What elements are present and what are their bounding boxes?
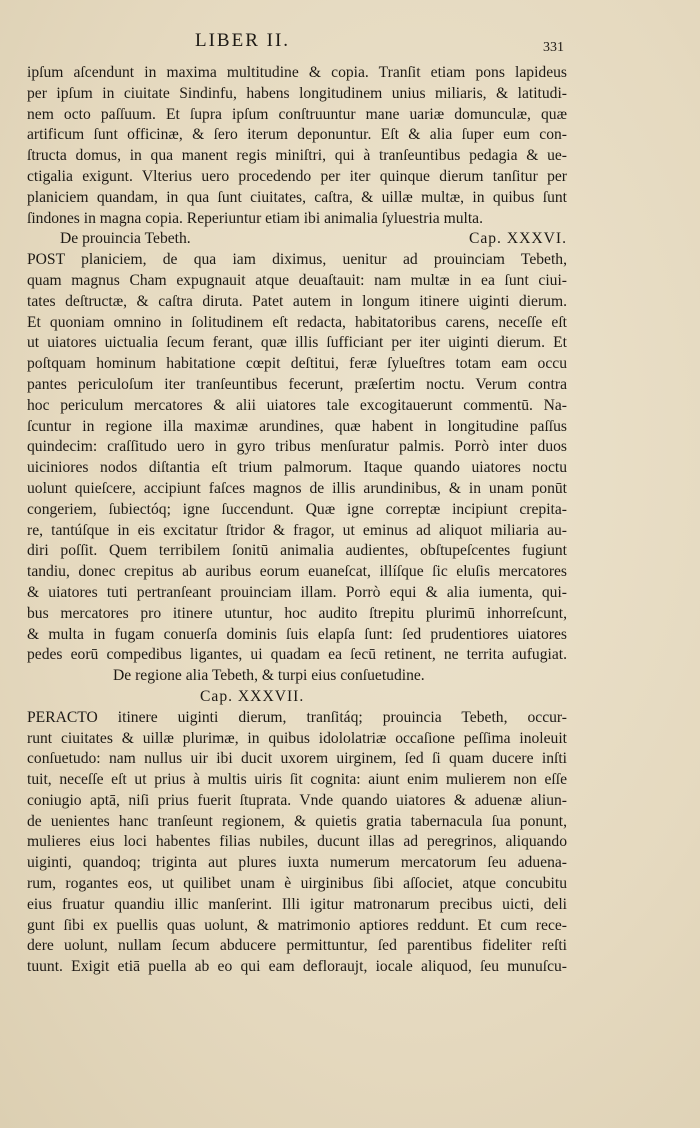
text-line: dere uolunt, nullam ſecum abducere permittuntur, ſed parentibus fideliter reſti [27,937,567,955]
text-line: ut uiatores uictualia ſecum ferant, quæ illis ſufficiant per iter uiginti dierum. Et [27,334,567,352]
text-line: ſtructa domus, in qua manent regis miniſtri, qui à tranſeuntibus pedagia & ue- [27,147,567,165]
text-line: hoc periculum mercatores & alii uiatores tale excogitauerunt commentū. Na- [27,396,567,414]
text-line: uiciniores nodos diſtantia eſt trium palmorum. Itaque quando uiatores noctu [27,459,567,477]
paragraph-1 [27,63,567,229]
text-line: re, tantúſque in eis excitatur ſtridor & fragor, ut eminus ad aliquot miliaria au- [27,521,567,539]
text-line: per ipſum in ciuitate Sindinfu, habens longitudinem unius miliaris, & latitudi- [27,84,567,102]
paragraph-3 [27,708,567,978]
text-line: artificum ſunt officinæ, & ſero iterum deponuntur. Eſt & alia ſuper eum con- [27,126,567,144]
chapter-number: Cap. XXXVII. [200,687,305,705]
running-title: LIBER II. [195,30,291,51]
text-line: ſcuntur in regione illa maximæ arundines, quæ habent in longitudine paſſus [27,417,567,435]
text-line: uolunt quieſcere, accipiunt faſces magnos de illis arundinibus, & in unam ponūt [27,479,567,497]
text-line: quindecim: craſſitudo uero in gyro tribus menſuratur palmis. Porrò inter duos [27,438,567,456]
text-line: conſuetudo: nam nullus uir ibi ducit uxorem uirginem, ſed ſi quam ducere inſti [27,750,567,768]
text-line: ſindones in magna copia. Reperiuntur etiam ibi animalia ſyluestria multa. [27,209,483,227]
text-line: rum, rogantes eos, ut quilibet unam è uirginibus ſibi aſſociet, atque concubitu [27,875,567,893]
text-line: pedes eorū compedibus ligantes, ui quadam ea ſecū retinent, ne territa aufugiat. [27,646,567,664]
text-line: diri poſſit. Quem terribilem ſonitū animalia audientes, obſtupeſcentes fugiunt [27,542,567,560]
text-line: bus mercatores pro itinere utuntur, hoc audito ſtrepitu plurimū inhorreſcunt, [27,604,567,622]
text-line: uiginti, quandoq; triginta aut plures iuxta numerum mercatorum ſeu aduena- [27,854,567,872]
text-line: PERACTO itinere uiginti dierum, tranſitáq; prouincia Tebeth, occur- [27,708,567,726]
chapter-title: De prouincia Tebeth. [60,230,191,248]
text-line: de uenientes hanc tranſeunt regionem, & quietis gratia tabernacula ſua ponunt, [27,812,567,830]
body-text [27,63,567,978]
text-line: nem octo paſſuum. Et ſupra ipſum conſtruuntur mane uariæ domunculæ, quæ [27,105,567,123]
text-line: tandiu, donec crepitus ab auribus eorum euaneſcat, illíſque ſic eluſis mercatores [27,563,567,581]
paragraph-2 [27,250,567,666]
text-line: pantes periculoſum iter tranſeuntibus fecerunt, præſertim noctu. Verum contra [27,375,567,393]
page-number: 331 [543,40,564,55]
text-line: ipſum aſcendunt in maxima multitudine & copia. Tranſit etiam pons lapideus [27,64,567,81]
text-line: eius fruatur quandiu illic manſerint. Illi igitur matronarum precibus uicti, deli [27,895,567,913]
text-line: coniugio aptā, niſi prius fuerit ſtuprata. Vnde quando uiatores & aduenæ aliun- [27,791,567,809]
chapter-title: De regione alia Tebeth, & turpi eius conſuetudine. [113,667,425,685]
text-line: tuit, neceſſe eſt ut prius à multis uiris ſit cognita: aiunt enim mulierem non eſſe [27,771,567,789]
text-line: & multa in fugam conuerſa dominis ſuis elapſa ſunt: ſed prudentiores uiatores [27,625,567,643]
text-line: runt ciuitates & uillæ plurimæ, in quibus idololatriæ occaſione peſſima inoleuit [27,729,567,747]
text-line: poſtquam hominum habitatione cœpit deſtitui, feræ ſylueſtres totam eam occu [27,355,567,373]
chapter-number: Cap. XXXVI. [468,230,567,248]
chapter-heading-36 [27,229,567,250]
text-line: & uiatores tuti pertranſeant prouinciam illam. Porrò equi & alia iumenta, qui- [27,583,567,601]
text-line: tates deſtructæ, & caſtra diruta. Patet autem in longum itinere uiginti dierum. [27,292,567,310]
text-line: POST planiciem, de qua iam diximus, uenitur ad prouinciam Tebeth, [27,251,567,269]
text-line: congeriem, ſubiectóq; igne ſuccendunt. Quæ igne correptæ incipiunt crepita- [27,500,567,518]
text-line: tuunt. Exigit etiā puella ab eo qui eam defloraujt, iocale aliquod, ſeu munuſcu- [27,958,567,976]
text-line: gunt ſibi ex puellis quas uolunt, & matrimonio aptiores reddunt. Et cum rece- [27,916,567,934]
text-line: mulieres eius loci habentes filias nubiles, ducunt illas ad peregrinos, aliquando [27,833,567,851]
text-line: planiciem quandam, in qua ſunt ciuitates, caſtra, & uillæ multæ, in quibus ſunt [27,188,567,206]
text-line: quam magnus Cham expugnauit atque deuaſtauit: nam multæ in ea ſunt ciui- [27,271,567,289]
text-line: ctigalia exigunt. Vlterius uero procedendo per iter quinque dierum tanſitur per [27,167,567,185]
text-line: Et quoniam omnino in ſolitudinem eſt redacta, habitatoribus carens, neceſſe eſt [27,313,567,331]
